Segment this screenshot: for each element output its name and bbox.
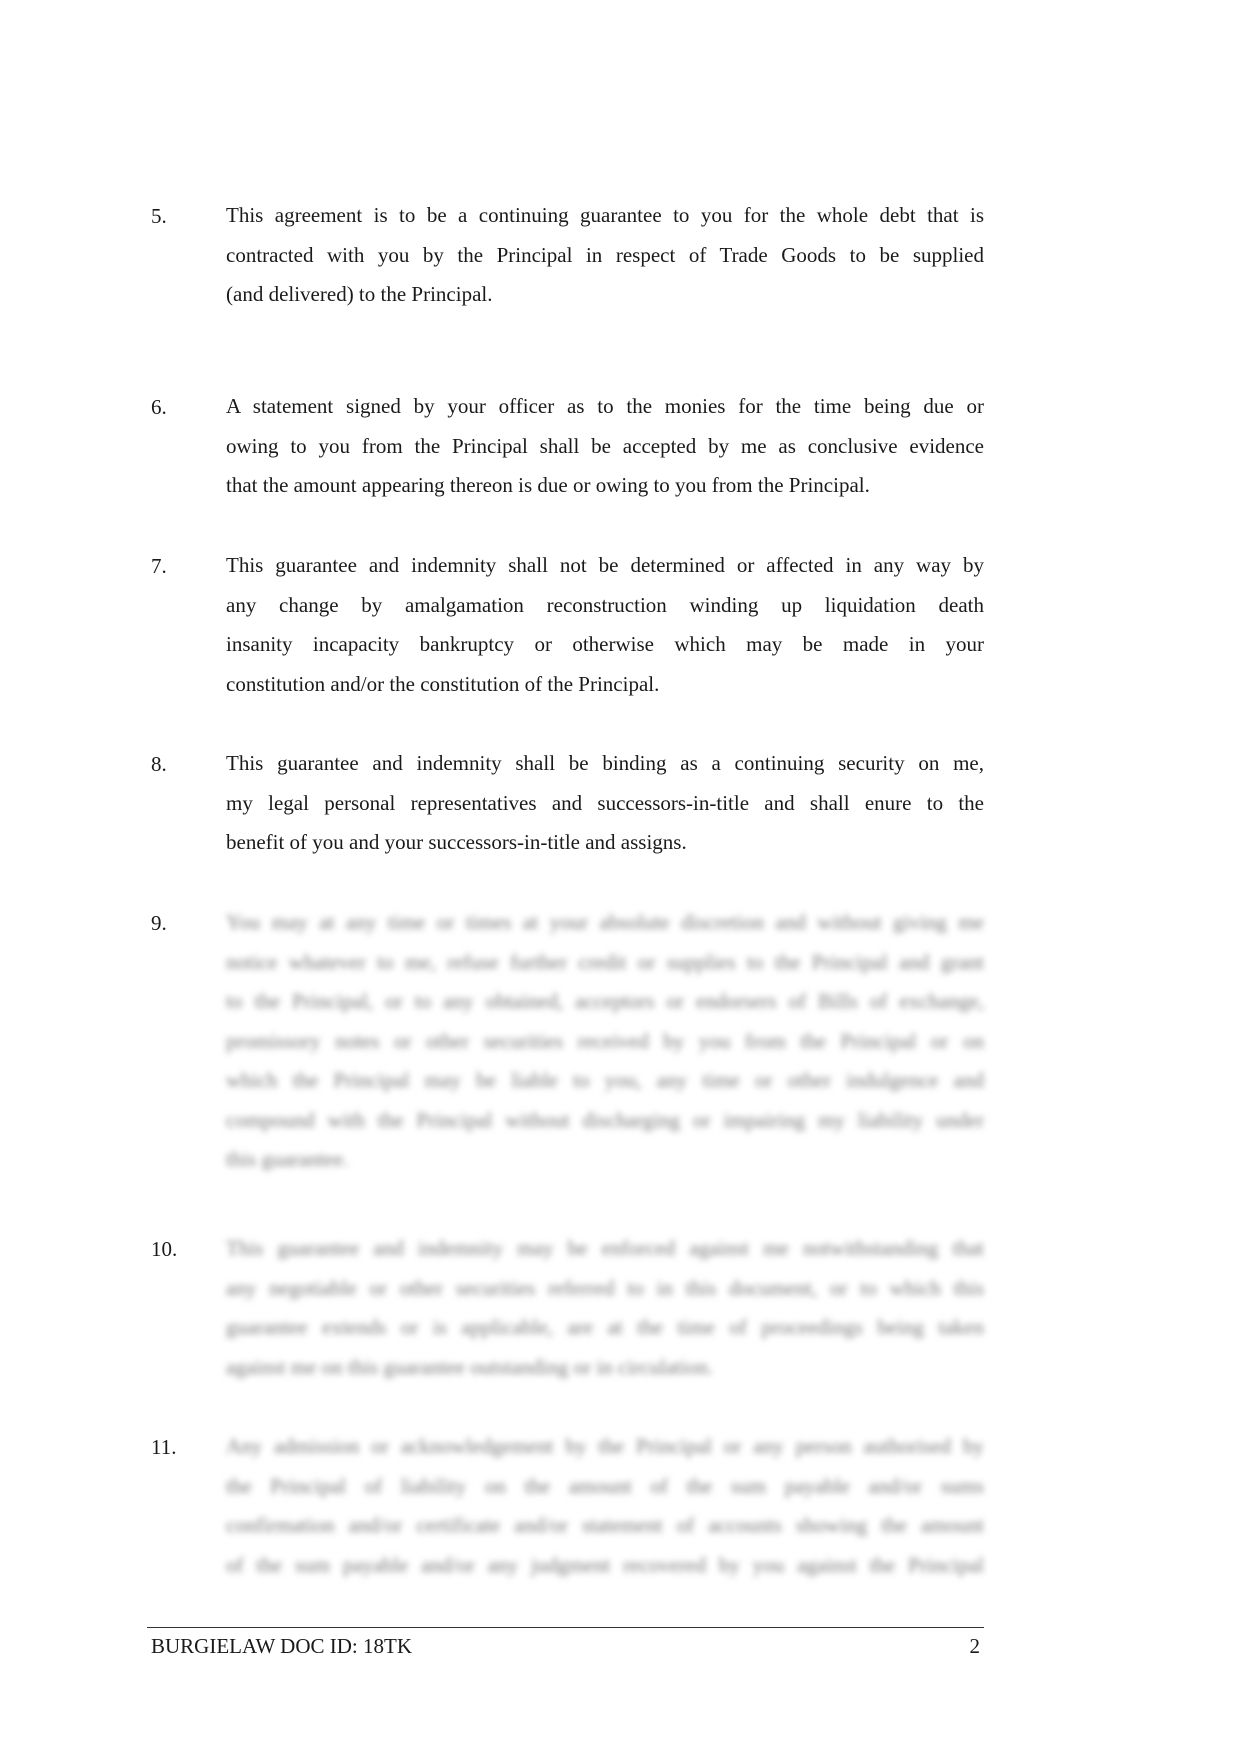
clause-number: 7. bbox=[151, 554, 167, 578]
clause-line: This guarantee and indemnity may be enforced against me notwithstanding that bbox=[226, 1236, 984, 1260]
footer-divider bbox=[147, 1627, 984, 1628]
clause-line: This guarantee and indemnity shall not be determined or affected in any way by bbox=[226, 553, 984, 577]
clause-line: compound with the Principal without discharging or impairing my liability under bbox=[226, 1107, 984, 1132]
clause-text bbox=[226, 387, 984, 506]
clause-line: owing to you from the Principal shall be accepted by me as conclusive evidence bbox=[226, 433, 984, 458]
clause-line: the Principal of liability on the amount of the sum payable and/or sums bbox=[226, 1473, 984, 1498]
clause-text-blurred bbox=[226, 1427, 984, 1585]
clause-text bbox=[226, 196, 984, 315]
clause-line: promissory notes or other securities received by you from the Principal or on bbox=[226, 1028, 984, 1053]
clause-line: A statement signed by your officer as to the monies for the time being due or bbox=[226, 394, 984, 418]
clause-text-blurred bbox=[226, 1229, 984, 1387]
clause-number: 11. bbox=[151, 1435, 177, 1459]
clause-line: Any admission or acknowledgement by the Principal or any person authorised by bbox=[226, 1434, 984, 1458]
clause-line: notice whatever to me, refuse further credit or supplies to the Principal and grant bbox=[226, 949, 984, 974]
footer-doc-id: BURGIELAW DOC ID: 18TK bbox=[151, 1634, 412, 1658]
clause-number: 5. bbox=[151, 204, 167, 228]
clause-number: 9. bbox=[151, 911, 167, 935]
clause-number: 10. bbox=[151, 1237, 178, 1261]
clause-line: which the Principal may be liable to you, any time or other indulgence and bbox=[226, 1068, 984, 1092]
clause-line: guarantee extends or is applicable, are at the time of proceedings being taken bbox=[226, 1315, 984, 1339]
clause-line: This guarantee and indemnity shall be binding as a continuing security on me, bbox=[226, 751, 984, 775]
clause-line: This agreement is to be a continuing guarantee to you for the whole debt that is bbox=[226, 203, 984, 227]
clause-line: You may at any time or times at your absolute discretion and without giving me bbox=[226, 910, 984, 934]
clause-line: to the Principal, or to any obtained, acceptors or endorsers of Bills of exchange, bbox=[226, 989, 984, 1013]
clause-text bbox=[226, 744, 984, 863]
clause-text bbox=[226, 546, 984, 704]
clause-line: my legal personal representatives and successors-in-title and shall enure to the bbox=[226, 790, 984, 815]
clause-line: constitution and/or the constitution of the Principal. bbox=[226, 671, 660, 696]
clause-line: that the amount appearing thereon is due or owing to you from the Principal. bbox=[226, 473, 870, 497]
clause-line: against me on this guarantee outstanding or in circulation. bbox=[226, 1354, 713, 1379]
clause-text-blurred bbox=[226, 903, 984, 1180]
clause-line: contracted with you by the Principal in respect of Trade Goods to be supplied bbox=[226, 242, 984, 267]
clause-line: confirmation and/or certificate and/or statement of accounts showing the amount bbox=[226, 1513, 984, 1537]
clause-line: benefit of you and your successors-in-title and assigns. bbox=[226, 830, 687, 854]
footer-page-number: 2 bbox=[969, 1634, 980, 1658]
clause-line: any change by amalgamation reconstruction winding up liquidation death bbox=[226, 592, 984, 617]
clause-line: any negotiable or other securities referred to in this document, or to which this bbox=[226, 1275, 984, 1300]
clause-line: insanity incapacity bankruptcy or otherwise which may be made in your bbox=[226, 632, 984, 656]
clause-line: of the sum payable and/or any judgment recovered by you against the Principal bbox=[226, 1552, 984, 1577]
clause-number: 6. bbox=[151, 395, 167, 419]
clause-line: (and delivered) to the Principal. bbox=[226, 282, 493, 306]
clause-number: 8. bbox=[151, 752, 167, 776]
clause-line: this guarantee. bbox=[226, 1147, 349, 1171]
